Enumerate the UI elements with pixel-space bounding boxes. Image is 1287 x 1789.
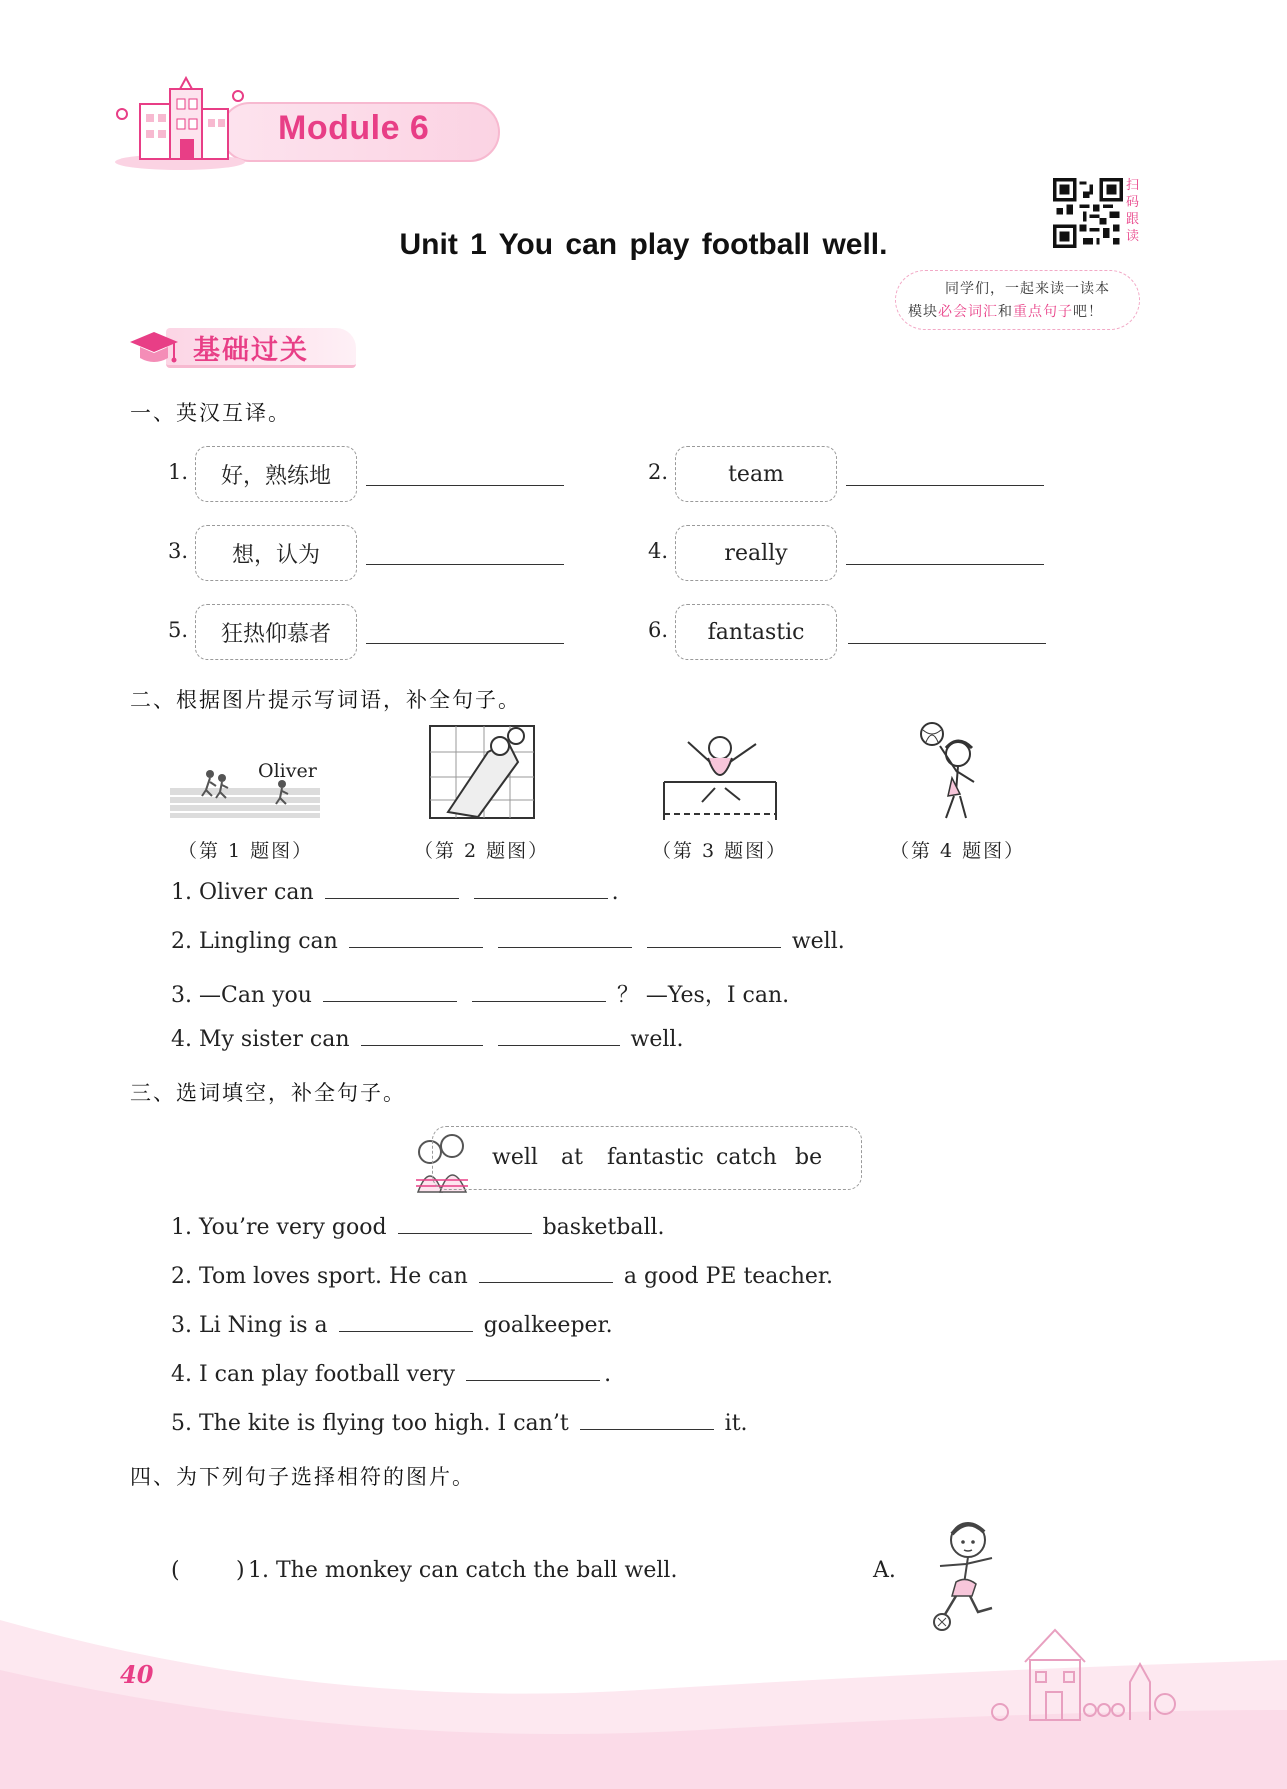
- word-box: 想，认为: [195, 525, 357, 581]
- qr-tip-highlight: 必会词汇: [938, 304, 998, 320]
- part2-heading: 二、根据图片提示写词语，补全句子。: [130, 688, 521, 712]
- page-number: 40: [120, 1660, 154, 1689]
- bank-word: well: [492, 1145, 538, 1170]
- answer-paren-open: (: [171, 1558, 180, 1583]
- qr-tip-highlight: 重点句子: [1013, 304, 1073, 320]
- word-box: 狂热仰慕者: [195, 604, 357, 660]
- item-number: 2.: [648, 460, 669, 484]
- school-building-icon: [110, 74, 255, 174]
- answer-blank[interactable]: [349, 930, 483, 948]
- sentence-text: goalkeeper.: [483, 1313, 613, 1338]
- answer-paren-close: ): [236, 1558, 245, 1583]
- section-title: 基础过关: [193, 335, 309, 366]
- fill-sentence: [171, 1313, 613, 1338]
- answer-blank[interactable]: [472, 984, 606, 1002]
- qr-tip-text: 吧！: [1073, 304, 1103, 320]
- qr-tip-text: 模块: [908, 304, 938, 320]
- answer-choice-slot[interactable]: [188, 1554, 234, 1584]
- figure-label-oliver: Oliver: [258, 760, 317, 782]
- part3-heading: 三、选词填空，补全句子。: [130, 1081, 406, 1105]
- answer-blank[interactable]: [361, 1028, 483, 1046]
- module-banner: [110, 92, 505, 170]
- answer-blank[interactable]: [474, 881, 608, 899]
- answer-blank[interactable]: [846, 564, 1044, 565]
- section-header: [128, 322, 358, 374]
- figure-caption: （第 3 题图）: [652, 840, 788, 862]
- qr-tip-line-1: 同学们，一起来读一读本: [945, 281, 1110, 297]
- sentence-text: 5. The kite is flying too high. I can’t: [171, 1411, 569, 1436]
- fill-sentence: [171, 929, 845, 954]
- sentence-text: a good PE teacher.: [623, 1264, 834, 1289]
- bank-word: catch: [716, 1145, 777, 1170]
- qr-label-char: 读: [1126, 229, 1140, 244]
- item-number: 6.: [648, 618, 669, 642]
- answer-blank[interactable]: [325, 881, 459, 899]
- module-title: Module 6: [278, 109, 430, 147]
- sentence-text: 4. My sister can: [171, 1027, 350, 1052]
- answer-blank[interactable]: [323, 984, 457, 1002]
- qr-label-char: 跟: [1126, 212, 1140, 227]
- figure-caption: （第 1 题图）: [178, 840, 314, 862]
- bank-word: fantastic: [607, 1145, 704, 1170]
- answer-blank[interactable]: [366, 564, 564, 565]
- qr-code-icon[interactable]: [1053, 178, 1123, 248]
- fill-sentence: [171, 978, 789, 1009]
- answer-blank[interactable]: [466, 1363, 600, 1381]
- sentence-text: well.: [630, 1027, 684, 1052]
- figure-caption: （第 2 题图）: [414, 840, 550, 862]
- bank-word: be: [795, 1145, 823, 1170]
- unit-title: Unit 1 You can play football well.: [399, 228, 888, 261]
- sentence-text: .: [604, 1362, 612, 1387]
- qr-tip-line-2: [908, 301, 1103, 321]
- bank-word: at: [561, 1145, 583, 1170]
- answer-blank[interactable]: [479, 1265, 613, 1283]
- match-sentence: 1. The monkey can catch the ball well.: [248, 1558, 678, 1583]
- item-number: 4.: [648, 539, 669, 563]
- figure-caption: （第 4 题图）: [890, 840, 1026, 862]
- sentence-text: 2. Lingling can: [171, 929, 338, 954]
- item-number: 5.: [168, 618, 189, 642]
- sentence-text: ？ —Yes，I can.: [616, 983, 790, 1008]
- part4-heading: 四、为下列句子选择相符的图片。: [130, 1465, 475, 1489]
- word-box: fantastic: [675, 604, 837, 660]
- fill-sentence: [171, 880, 619, 905]
- item-number: 1.: [168, 460, 189, 484]
- graduation-cap-icon: [128, 326, 180, 372]
- qr-label-char: 码: [1126, 195, 1140, 210]
- sentence-text: 1. You’re very good: [171, 1215, 387, 1240]
- goalkeeper-illustration: [428, 722, 538, 822]
- sentence-text: basketball.: [542, 1215, 665, 1240]
- answer-blank[interactable]: [498, 930, 632, 948]
- option-label: A.: [873, 1558, 896, 1583]
- sentence-text: it.: [724, 1411, 748, 1436]
- sentence-text: well.: [791, 929, 845, 954]
- sentence-text: 3. Li Ning is a: [171, 1313, 328, 1338]
- jumping-girl-illustration: [660, 722, 780, 824]
- girl-with-ball-illustration: [918, 720, 998, 824]
- word-box: really: [675, 525, 837, 581]
- fill-sentence: [171, 1362, 611, 1387]
- word-box: team: [675, 446, 837, 502]
- qr-label: [1126, 177, 1142, 245]
- sentence-text: .: [611, 880, 619, 905]
- answer-blank[interactable]: [647, 930, 781, 948]
- fill-sentence: [171, 1264, 833, 1289]
- fill-sentence: [171, 1027, 683, 1052]
- sentence-text: 4. I can play football very: [171, 1362, 456, 1387]
- answer-blank[interactable]: [846, 485, 1044, 486]
- word-box: 好，熟练地: [195, 446, 357, 502]
- answer-blank[interactable]: [339, 1314, 473, 1332]
- fill-sentence: [171, 1411, 748, 1436]
- answer-blank[interactable]: [366, 485, 564, 486]
- qr-tip-text: 和: [998, 304, 1013, 320]
- sentence-text: 1. Oliver can: [171, 880, 314, 905]
- part1-heading: 一、英汉互译。: [130, 401, 291, 425]
- qr-label-char: 扫: [1126, 178, 1140, 193]
- fill-sentence: [171, 1215, 665, 1240]
- sentence-text: 3. —Can you: [171, 983, 312, 1008]
- answer-blank[interactable]: [580, 1412, 714, 1430]
- answer-blank[interactable]: [366, 643, 564, 644]
- answer-blank[interactable]: [498, 1028, 620, 1046]
- footer-wave: [0, 1600, 1287, 1789]
- sentence-text: 2. Tom loves sport. He can: [171, 1264, 468, 1289]
- answer-blank[interactable]: [398, 1216, 532, 1234]
- item-number: 3.: [168, 539, 189, 563]
- answer-blank[interactable]: [848, 643, 1046, 644]
